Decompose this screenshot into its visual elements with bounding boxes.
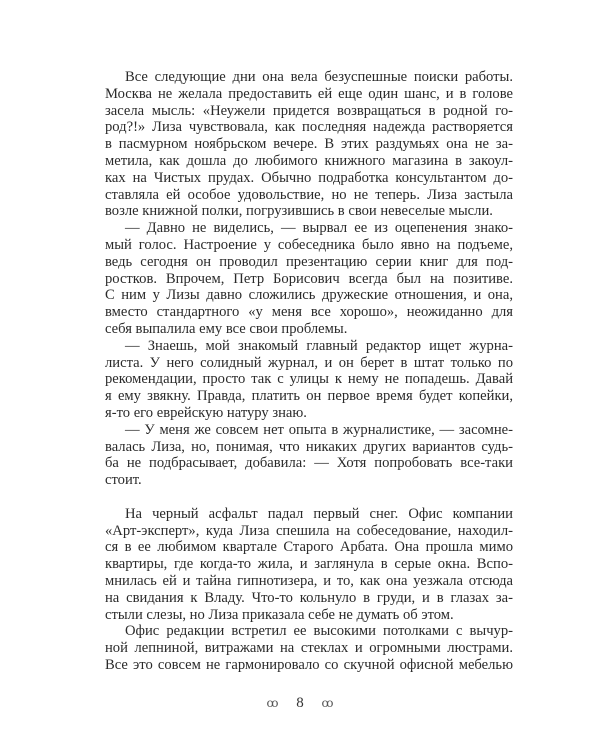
text-line: мый голос. Настроение у собеседника было явно на подъеме, — [105, 236, 513, 253]
text-line: На черный асфальт падал первый снег. Офис компании — [125, 505, 513, 522]
page-number: 8 — [296, 695, 304, 711]
text-line: я-то его еврейскую натуру знаю. — [105, 404, 307, 421]
text-line: — У меня же совсем нет опыта в журналистике, — засомне- — [125, 421, 513, 438]
book-page-text — [105, 69, 513, 674]
paragraph — [105, 338, 513, 422]
text-line: стоит. — [105, 472, 142, 489]
paragraph — [105, 422, 513, 489]
text-line: метила, как дошла до любимого книжного магазина в закоул- — [105, 152, 513, 169]
text-line: ведь сегодня он проводил презентацию серии книг для под- — [105, 253, 513, 270]
text-line: себя выпалила ему все свои проблемы. — [105, 320, 348, 337]
paragraph — [105, 220, 513, 338]
text-line: возле книжной полки, погрузившись в свои невеселые мысли. — [105, 203, 493, 220]
text-line: «Арт-эксперт», куда Лиза спешила на собеседование, находил- — [105, 522, 513, 539]
text-line: Офис редакции встретил ее высокими потолками с вычур- — [125, 623, 513, 640]
text-line: ставляла ей особое удовольствие, но не теперь. Лиза застыла — [105, 186, 513, 203]
paragraph — [105, 623, 513, 673]
ornament-right-icon: ꝏ — [321, 696, 334, 710]
ornament-left-icon: ꝏ — [266, 696, 279, 710]
text-line: мнилась ей и тайна гипнотизера, и то, как она уезжала отсюда — [105, 572, 513, 589]
text-line: род?!» Лиза чувствовала, как последняя надежда растворяется — [105, 119, 513, 136]
text-line: С ним у Лизы давно сложились дружеские отношения, и она, — [105, 287, 513, 304]
page-footer — [0, 694, 600, 712]
text-line: Все это совсем не гармонировало со скучной офисной мебелью — [105, 656, 513, 673]
text-line: я ему звякну. Правда, платить он первое время будет копейки, — [105, 388, 513, 405]
text-line: вместо стандартного «у меня все хорошо», неожиданно для — [105, 304, 513, 321]
text-line: ся в ее любимом квартале Старого Арбата. Она прошла мимо — [105, 539, 513, 556]
text-line: на свидания к Владу. Что-то кольнуло в груди, и в глазах за- — [105, 589, 513, 606]
text-line: стыли слезы, но Лиза приказала себе не думать об этом. — [105, 606, 454, 623]
paragraph — [105, 506, 513, 624]
section-break — [105, 489, 513, 506]
text-line: — Давно не виделись, — вырвал ее из оцепенения знако- — [125, 220, 513, 237]
text-line: засела мысль: «Неужели придется возвращаться в родной го- — [105, 102, 513, 119]
text-line: ной лепниной, витражами на стеклах и огромными люстрами. — [105, 640, 513, 657]
text-line: — Знаешь, мой знакомый главный редактор ищет журна- — [125, 337, 513, 354]
text-line: листа. У него солидный журнал, и он берет в штат только по — [105, 354, 513, 371]
text-line: в пасмурном ноябрьском вечере. В этих раздумьях она не за- — [105, 136, 513, 153]
paragraph — [105, 69, 513, 220]
text-line: ках на Чистых прудах. Обычно подработка консультантом до- — [105, 169, 513, 186]
text-line: Москва не желала предоставить ей еще один шанс, и в голове — [105, 85, 513, 102]
text-line: ростков. Впрочем, Петр Борисович всегда был на позитиве. — [105, 270, 513, 287]
text-line: рекомендации, просто так с улицы к нему не попадешь. Давай — [105, 371, 513, 388]
text-line: ба не подбрасывает, добавила: — Хотя попробовать все-таки — [105, 455, 513, 472]
text-line: квартиры, где когда-то жила, и заглянула в серые окна. Вспо- — [105, 556, 513, 573]
text-line: валась Лиза, но, понимая, что никаких других вариантов судь- — [105, 438, 513, 455]
text-line: Все следующие дни она вела безуспешные поиски работы. — [125, 69, 513, 85]
